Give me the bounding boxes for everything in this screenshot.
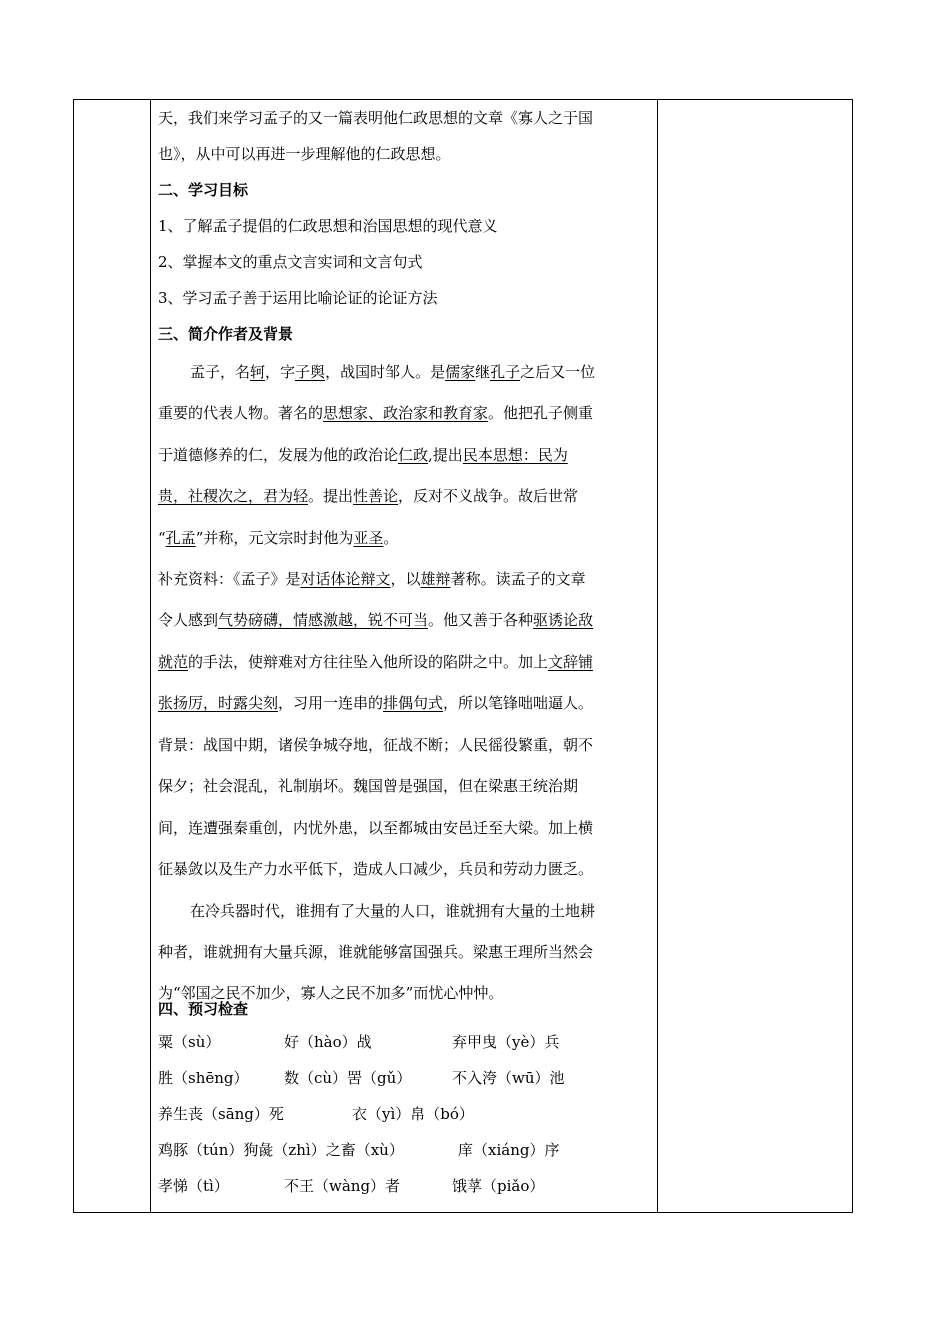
- background-line: 征暴敛以及生产力水平低下，造成人口减少，兵员和劳动力匮乏。: [158, 860, 594, 879]
- underlined-term: 儒家: [445, 363, 476, 381]
- main-content: [158, 100, 650, 1015]
- pronunciation-item: 饿莩（piǎo）: [452, 1177, 545, 1195]
- pronunciation-item: 数（cù）罟（gǔ）: [284, 1069, 412, 1087]
- underlined-term: 张扬厉，时露尖刻: [158, 694, 279, 713]
- underlined-term: 文辞铺: [548, 652, 594, 671]
- underlined-term: 孔子: [490, 363, 521, 381]
- underlined-term: 轲: [250, 363, 266, 381]
- supplement-line: 就范的手法，使辩难对方往往坠入他所设的陷阱之中。加上文辞铺: [158, 652, 594, 671]
- supplement-line: 令人感到气势磅礴，情感激越，锐不可当。他又善于各种驱诱论敌: [158, 611, 594, 630]
- underlined-term: 对话体论辩文: [300, 569, 391, 588]
- underlined-term: 亚圣: [353, 528, 384, 547]
- pronunciation-item: 鸡豚（tún）狗彘（zhì）之畜（xù）: [158, 1141, 404, 1159]
- underlined-term: 排偶句式: [383, 694, 444, 713]
- pronunciation-item: 衣（yì）帛（bó）: [352, 1105, 474, 1123]
- bio-line: 重要的代表人物。著名的思想家、政治家和教育家。他把孔子侧重: [158, 404, 594, 423]
- pronunciation-item: 不王（wàng）者: [284, 1177, 401, 1195]
- section-heading: 三、简介作者及背景: [158, 325, 294, 343]
- bio-line: 贵，社稷次之，君为轻。提出性善论，反对不义战争。故后世常: [158, 487, 579, 506]
- background-line: 间，连遭强秦重创，内忧外患，以至都城由安邑迁至大梁。加上横: [158, 818, 594, 837]
- underlined-term: 思想家、政治家和教育家: [323, 404, 489, 423]
- background-line: 背景：战国中期，诸侯争城夺地，征战不断；人民徭役繁重，朝不: [158, 735, 594, 754]
- supplement-line: 补充资料：《孟子》是对话体论辩文，以雄辩著称。读孟子的文章: [158, 569, 586, 588]
- objective-item: 2、掌握本文的重点文言实词和文言句式: [158, 253, 423, 271]
- column-divider-right: [657, 100, 658, 1212]
- pronunciation-item: 好（hào）战: [284, 1033, 372, 1051]
- underlined-term: 雄辩: [420, 569, 451, 588]
- underlined-term: 孔孟: [165, 528, 196, 547]
- pronunciation-item: 不入洿（wū）池: [452, 1069, 565, 1087]
- objective-item: 3、学习孟子善于运用比喻论证的论证方法: [158, 289, 438, 307]
- pronunciation-item: 粟（sù）: [158, 1033, 221, 1051]
- paragraph-line: 为“邻国之民不加少，寡人之民不加多”而忧心忡忡。: [158, 984, 504, 1003]
- pronunciation-item: 弃甲曳（yè）兵: [452, 1033, 560, 1051]
- pronunciation-item: 庠（xiáng）序: [458, 1141, 560, 1159]
- supplement-line: 张扬厉，时露尖刻，习用一连串的排偶句式，所以笔锋咄咄逼人。: [158, 694, 594, 713]
- pronunciation-item: 孝悌（tì）: [158, 1177, 229, 1195]
- underlined-term: 气势磅礴，情感激越，锐不可当: [218, 611, 429, 630]
- section-heading: 二、学习目标: [158, 181, 249, 199]
- underlined-term: 贵，社稷次之，君为轻: [158, 487, 309, 506]
- background-line: 保夕；社会混乱，礼制崩坏。魏国曾是强国，但在梁惠王统治期: [158, 777, 579, 796]
- underlined-term: 性善论: [353, 487, 399, 506]
- section-heading: 四、预习检查: [158, 1000, 249, 1018]
- paragraph-line: 在冷兵器时代，谁拥有了大量的人口，谁就拥有大量的土地耕: [190, 901, 596, 920]
- underlined-term: 就范: [158, 652, 189, 671]
- paragraph-line: 种者，谁就拥有大量兵源，谁就能够富国强兵。梁惠王理所当然会: [158, 942, 594, 961]
- intro-line: 天，我们来学习孟子的又一篇表明他仁政思想的文章《寡人之于国: [158, 109, 594, 127]
- bio-line: “孔孟”并称，元文宗时封他为亚圣。: [158, 528, 399, 547]
- underlined-term: 驱诱论敌: [533, 611, 594, 630]
- objective-item: 1、了解孟子提倡的仁政思想和治国思想的现代意义: [158, 217, 498, 235]
- underlined-term: 子舆: [295, 363, 326, 381]
- underlined-term: 仁政: [398, 445, 429, 464]
- column-divider-left: [150, 100, 151, 1212]
- underlined-term: 民本思想：民为: [462, 445, 568, 464]
- pronunciation-item: 养生丧（sāng）死: [158, 1105, 284, 1123]
- bio-line: 孟子，名轲，字子舆，战国时邹人。是儒家继孔子之后又一位: [190, 363, 596, 381]
- bio-line: 于道德修养的仁，发展为他的政治论仁政,提出民本思想：民为: [158, 445, 568, 464]
- intro-line: 也》，从中可以再进一步理解他的仁政思想。: [158, 145, 451, 163]
- pronunciation-item: 胜（shēng）: [158, 1069, 249, 1087]
